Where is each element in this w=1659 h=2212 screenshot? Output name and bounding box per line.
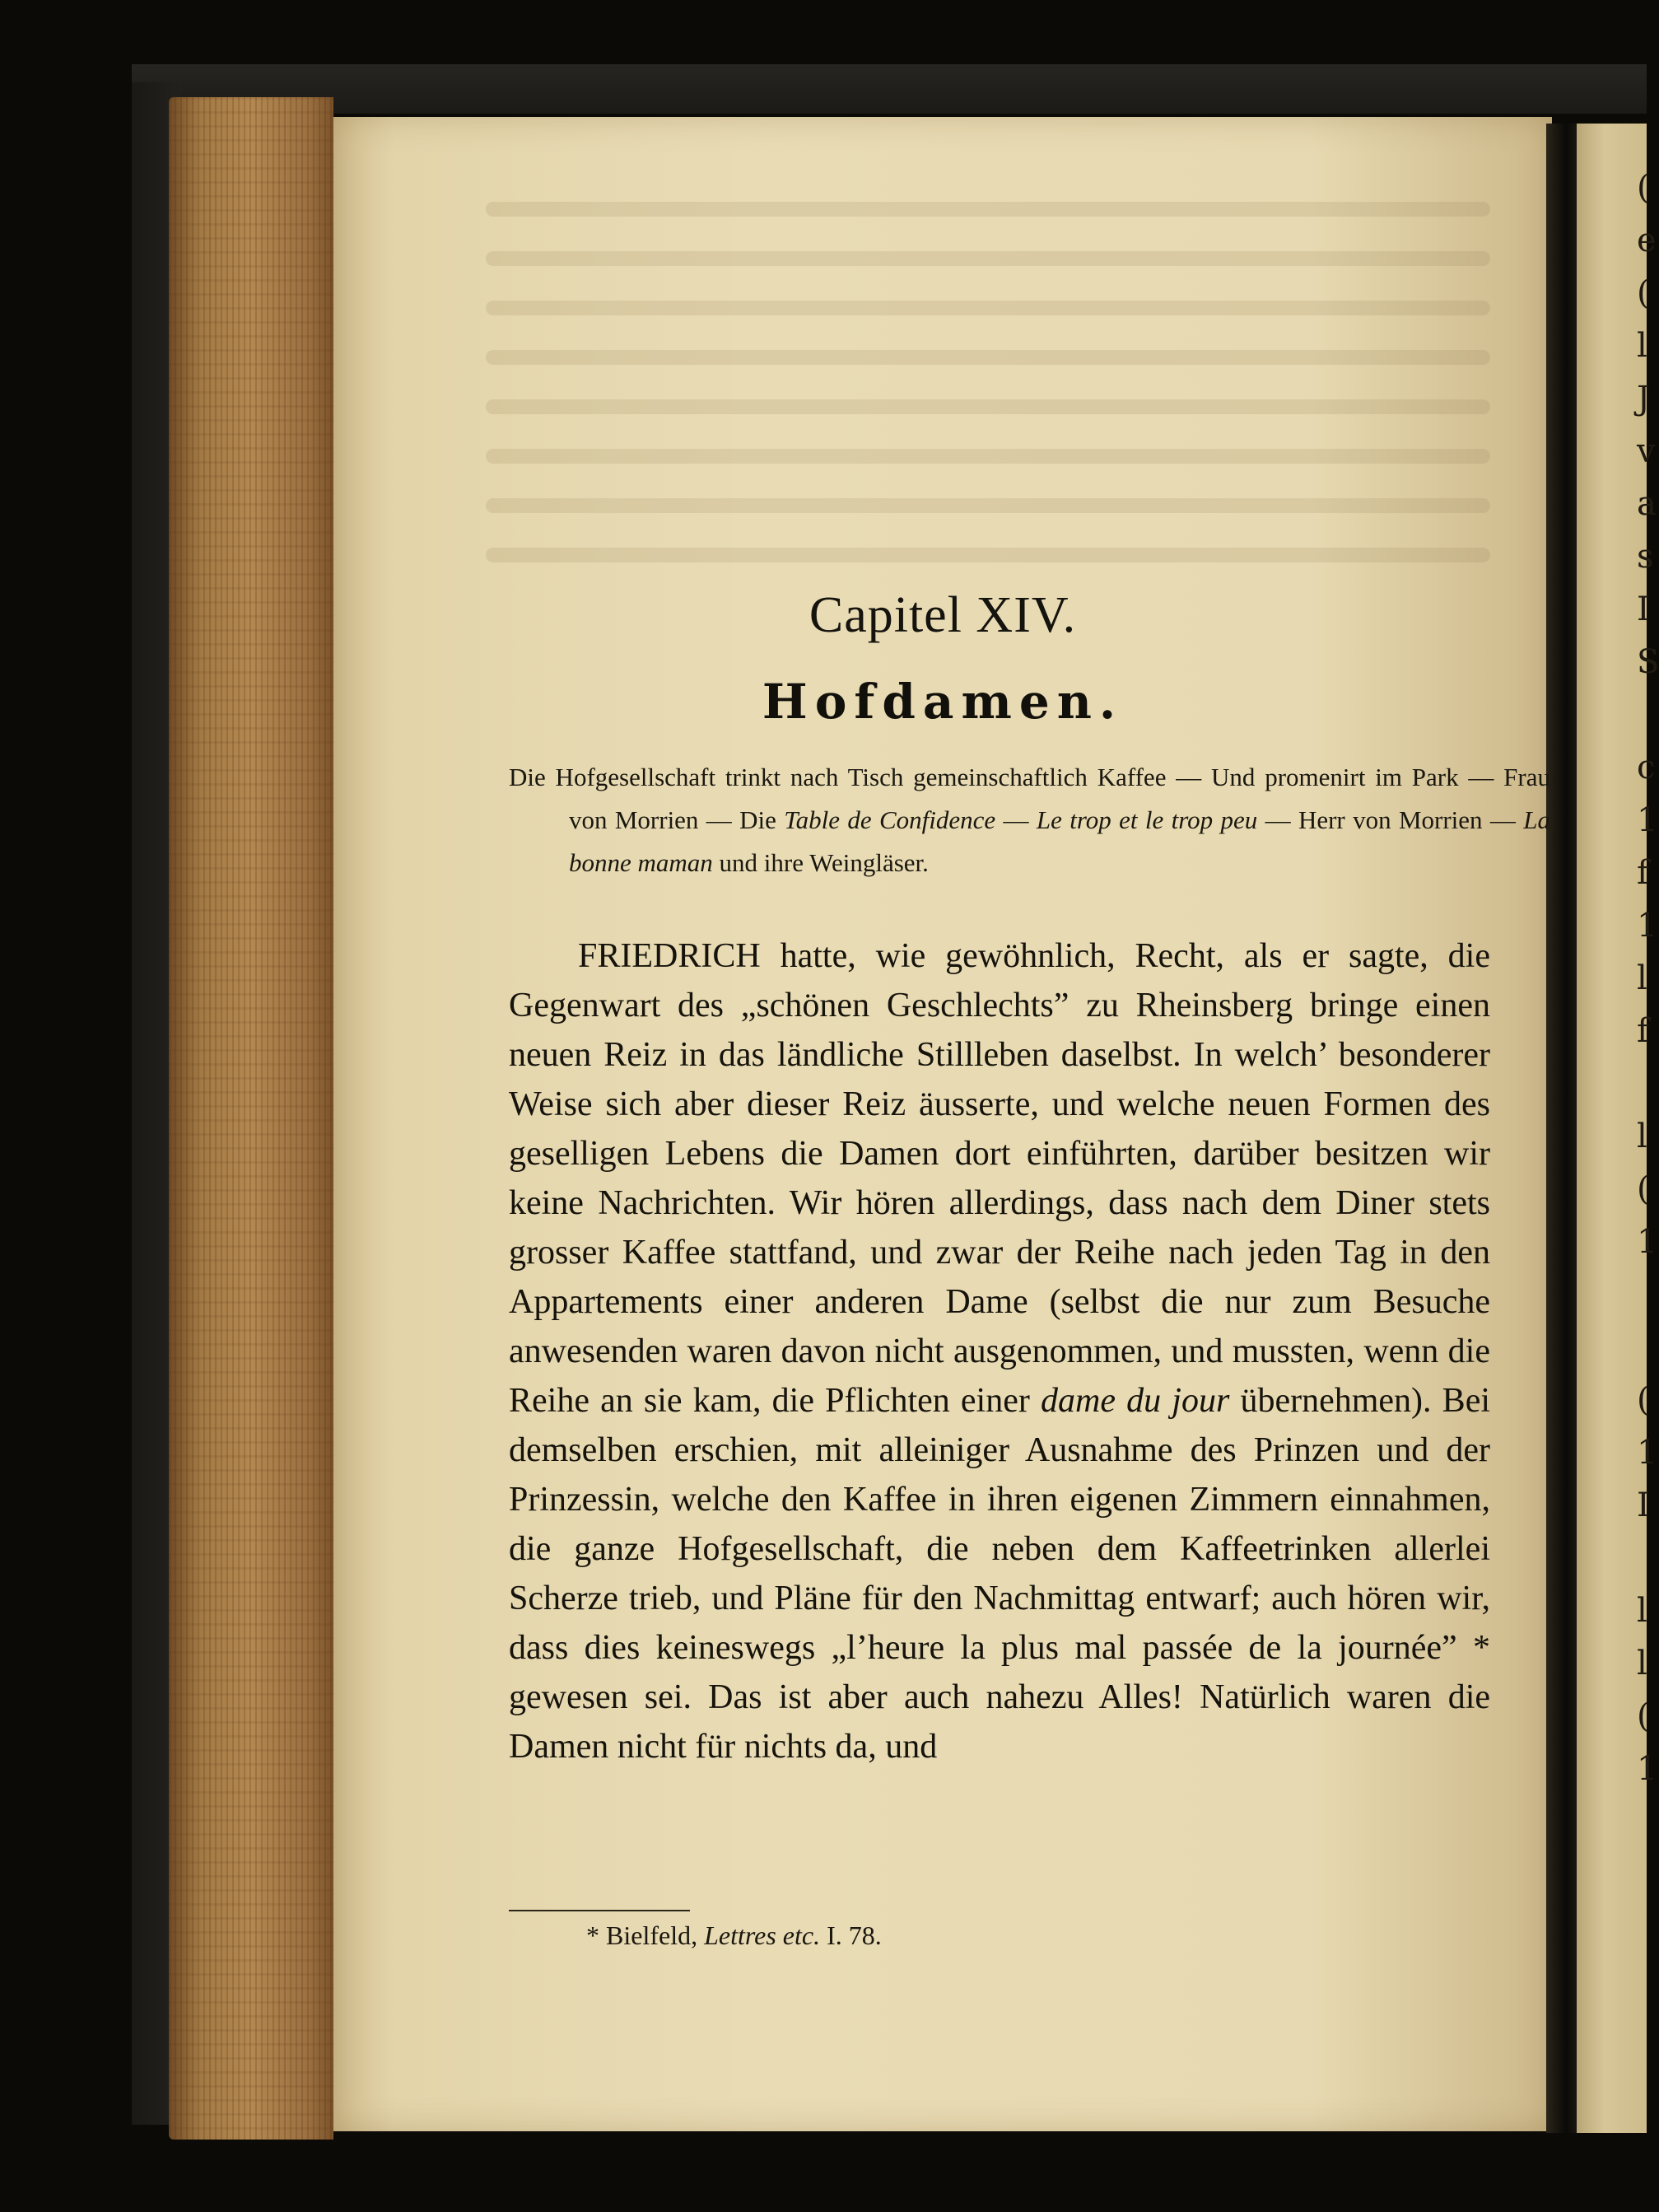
chapter-summary bbox=[509, 756, 1550, 884]
facing-page-letter: c bbox=[1637, 749, 1656, 786]
bleed-line bbox=[486, 399, 1490, 414]
facing-page-letter: l bbox=[1637, 1645, 1647, 1682]
facing-page-letter: 1 bbox=[1637, 907, 1658, 945]
facing-page-letter: s bbox=[1637, 538, 1654, 576]
facing-page-letter: 1 bbox=[1637, 801, 1658, 839]
footnote-run: I. 78. bbox=[820, 1920, 882, 1950]
footnote-run: Lettres etc. bbox=[704, 1920, 821, 1950]
footnote bbox=[586, 1920, 1327, 1951]
facing-page-letter: S bbox=[1637, 643, 1659, 681]
book-cover-top bbox=[132, 64, 1647, 114]
summary-run: — bbox=[995, 805, 1037, 834]
facing-page-letter: I bbox=[1637, 590, 1650, 628]
chapter-title: Hofdamen. bbox=[762, 674, 1124, 730]
facing-page-letter: 1 bbox=[1637, 1223, 1658, 1261]
summary-run: Die Hofgesellschaft trinkt nach Tisch gemeinschaftlich Kaffee — Und promenirt im Park — Frau von Morrien — Die bbox=[509, 763, 1550, 834]
facing-page-letter: f bbox=[1637, 1012, 1649, 1050]
bleed-line bbox=[486, 350, 1490, 365]
facing-page-letter: l bbox=[1637, 1592, 1647, 1630]
footnote-run: * Bielfeld, bbox=[586, 1920, 705, 1950]
bleed-line bbox=[486, 301, 1490, 315]
facing-page-letter: ( bbox=[1637, 1697, 1650, 1735]
facing-page-letter: 1 bbox=[1637, 1434, 1658, 1472]
bleed-line bbox=[486, 449, 1490, 464]
bleed-line bbox=[486, 251, 1490, 266]
facing-page-letter: l bbox=[1637, 327, 1647, 365]
facing-page-letter: v bbox=[1637, 432, 1656, 470]
body-run: FRIEDRICH hatte, wie gewöhnlich, Recht, als er sagte, die Gegenwart des „schönen Geschlechts” zu Rheinsberg bringe einen neuen Reiz in das ländliche Stillleben daselbst. In welch’ besonderer Weise sich aber dieser Reiz äusserte, und welche neuen Formen des geselligen Lebens die Damen dort einführten, darüber besitzen wir keine Nachrichten. Wir hören allerdings, dass nach dem Diner stets grosser Kaffee stattfand, und zwar der Reihe nach jeden Tag in den Appartements einer anderen Dame (selbst die nur zum Besuche anwesenden waren davon nicht ausgenommen, und mussten, wenn die Reihe an sie kam, die Pflichten einer bbox=[509, 937, 1490, 1420]
facing-page-letter: ( bbox=[1637, 169, 1650, 207]
bleed-line bbox=[486, 498, 1490, 513]
summary-run: Le trop et le trop peu bbox=[1036, 805, 1258, 834]
body-run: übernehmen). Bei demselben erschien, mit alleiniger Ausnahme des Prinzen und der Prinzessin, welche den Kaffee in ihren eigenen Zimmern einnahmen, die ganze Hofgesellschaft, die neben dem Kaffeetrinken allerlei Scherze trieb, und Pläne für den Nachmittag entwarf; auch hören wir, dass dies keineswegs „l’heure la plus mal passée de la journée” * gewesen sei. Das ist aber auch nahezu Alles! Natürlich waren die Damen nicht für nichts da, und bbox=[509, 1382, 1491, 1766]
facing-page-letter: I bbox=[1637, 1486, 1650, 1524]
summary-run: Table de Confidence bbox=[784, 805, 996, 834]
summary-run: und ihre Weingläser. bbox=[712, 848, 929, 877]
footnote-rule bbox=[509, 1910, 690, 1911]
facing-page-letter: ( bbox=[1637, 1170, 1650, 1208]
chapter-number: Capitel XIV. bbox=[809, 587, 1077, 643]
facing-page-letter: l bbox=[1637, 1118, 1647, 1155]
facing-page-letter: J bbox=[1637, 380, 1651, 418]
facing-page-letter: e bbox=[1637, 222, 1657, 259]
body-run: dame du jour bbox=[1041, 1382, 1230, 1420]
summary-run: — Herr von Morrien — bbox=[1257, 805, 1524, 834]
book-gutter bbox=[1546, 124, 1579, 2133]
facing-page-letter: ( bbox=[1637, 274, 1650, 312]
facing-page-letter: a bbox=[1637, 485, 1657, 523]
bleed-line bbox=[486, 202, 1490, 217]
summary-run: La bonne maman bbox=[569, 805, 1551, 877]
facing-page-letter: l bbox=[1637, 959, 1647, 997]
facing-page-letter: f bbox=[1637, 854, 1649, 892]
bleed-line bbox=[486, 548, 1490, 562]
body-paragraph bbox=[509, 931, 1490, 1771]
facing-page-letter: 1 bbox=[1637, 1750, 1658, 1788]
facing-page-letter: ( bbox=[1637, 1381, 1650, 1419]
page-block-edge bbox=[169, 97, 333, 2140]
